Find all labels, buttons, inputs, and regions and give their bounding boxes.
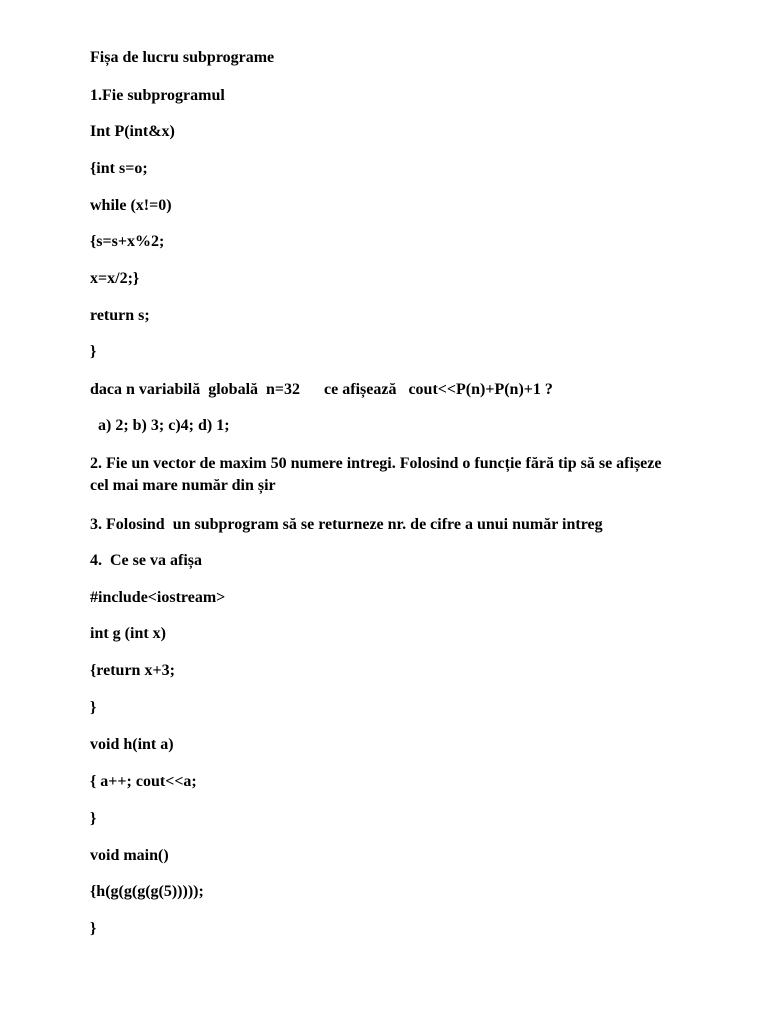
- code-line: int g (int x): [90, 625, 166, 642]
- code-line: }: [90, 699, 97, 716]
- code-line: { a++; cout<<a;: [90, 773, 197, 790]
- exercise-4-heading: 4. Ce se va afișa: [90, 552, 202, 569]
- code-line: }: [90, 810, 97, 827]
- exercise-1-heading: 1.Fie subprogramul: [90, 87, 225, 104]
- document-title: Fișa de lucru subprograme: [90, 49, 275, 66]
- code-line: {int s=o;: [90, 160, 148, 177]
- code-line: while (x!=0): [90, 197, 172, 214]
- exercise-1-question: daca n variabilă globală n=32 ce afișează cout<<P(n)+P(n)+1 ?: [90, 381, 553, 398]
- code-line: void h(int a): [90, 736, 174, 753]
- code-line: {h(g(g(g(g(5)))));: [90, 883, 204, 900]
- exercise-3-text: 3. Folosind un subprogram să se returneze nr. de cifre a unui număr intreg: [90, 516, 603, 533]
- code-line: x=x/2;}: [90, 270, 140, 287]
- code-line: }: [90, 343, 97, 360]
- code-line: {s=s+x%2;: [90, 233, 165, 250]
- code-line: }: [90, 920, 97, 937]
- code-line: Int P(int&x): [90, 123, 175, 140]
- code-line: void main(): [90, 847, 169, 864]
- code-line: #include<iostream>: [90, 589, 226, 606]
- exercise-2-text: 2. Fie un vector de maxim 50 numere intregi. Folosind o funcție fără tip să se afișeze cel mai mare număr din șir: [90, 455, 662, 494]
- code-line: {return x+3;: [90, 662, 175, 679]
- exercise-1-answers: a) 2; b) 3; c)4; d) 1;: [90, 417, 230, 434]
- code-line: return s;: [90, 307, 150, 324]
